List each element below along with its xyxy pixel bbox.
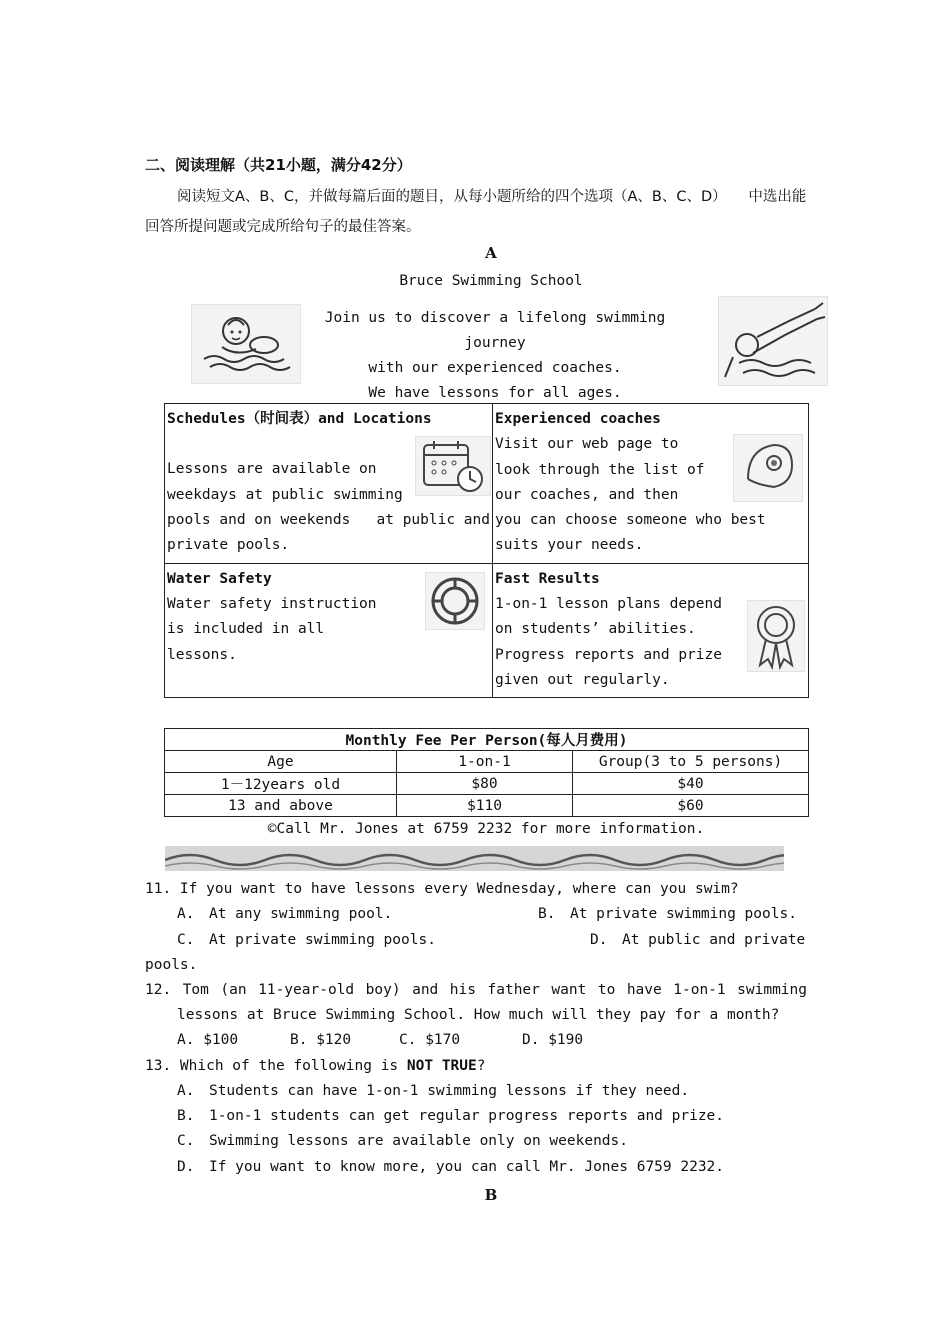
fee-header-age: Age <box>165 751 397 773</box>
diver-icon <box>718 296 828 386</box>
section-instructions: 阅读短文A、B、C，并做每篇后面的题目，从每小题所给的四个选项（A、B、C、D） 中选出能回答所提问题或完成所给句子的最佳答案。 <box>145 189 807 235</box>
coaches-box <box>493 404 809 564</box>
medal-ribbon-icon <box>747 600 805 672</box>
question-11-option-d-cont: pools. <box>145 957 198 973</box>
water-safety-title: Water Safety <box>167 570 272 587</box>
water-safety-box <box>165 563 493 697</box>
schedules-line-4: private pools. <box>167 537 290 554</box>
question-13-option-a: A. Students can have 1-on-1 swimming lessons if they need. <box>177 1083 690 1099</box>
schedules-line-3b: at public and <box>376 511 490 528</box>
slogan-line-3: We have lessons for all ages. <box>368 385 622 401</box>
passage-label-a: A <box>485 244 497 262</box>
schedules-title: Schedules（时间表）and Locations <box>167 411 432 427</box>
question-13-option-b: B. 1-on-1 students can get regular progress reports and prize. <box>177 1108 725 1124</box>
table-cell: $40 <box>573 773 809 795</box>
coaches-line-1: Visit our web page to <box>495 436 679 453</box>
schedules-line-3: pools and on weekends <box>167 511 351 528</box>
schedules-line-2: weekdays at public swimming <box>167 486 403 503</box>
coaches-line-4: you can choose someone who best <box>495 512 766 529</box>
question-11-option-a: A. At any swimming pool. <box>177 906 393 922</box>
question-11-option-c: C. At private swimming pools. <box>177 932 436 948</box>
table-cell: 1－12years old <box>165 773 397 795</box>
question-12-option-d: D. $190 <box>522 1032 584 1048</box>
table-row <box>165 795 809 817</box>
life-ring-icon <box>425 572 485 630</box>
question-11-option-b: B. At private swimming pools. <box>538 906 797 922</box>
table-cell: 13 and above <box>165 795 397 817</box>
fast-results-line-1: 1-on-1 lesson plans depend <box>495 596 722 613</box>
table-row <box>165 773 809 795</box>
section-title: 二、阅读理解（共21小题，满分42分） <box>145 156 412 174</box>
question-13-option-d: D. If you want to know more, you can call Mr. Jones 6759 2232. <box>177 1159 725 1175</box>
table-cell: $60 <box>573 795 809 817</box>
question-11-option-d: D. At public and private <box>590 932 806 948</box>
coaches-line-5: suits your needs. <box>495 537 644 554</box>
table-cell: $80 <box>397 773 573 795</box>
question-13-option-c: C. Swimming lessons are available only on weekends. <box>177 1133 628 1149</box>
passage-label-b: B <box>484 1186 498 1204</box>
slogan <box>300 306 690 406</box>
schedules-line-1: Lessons are available on <box>167 461 377 478</box>
fast-results-line-3: Progress reports and prize <box>495 646 722 663</box>
question-13-stem-pre: 13. Which of the following is <box>145 1058 407 1074</box>
question-11-stem: 11. If you want to have lessons every Wednesday, where can you swim? <box>145 881 739 897</box>
fee-header-1on1: 1-on-1 <box>397 751 573 773</box>
water-safety-line-2: is included in all <box>167 621 325 638</box>
fast-results-box <box>493 563 809 697</box>
fast-results-line-4: given out regularly. <box>495 671 670 688</box>
question-12-stem-line-1: 12. Tom (an 11-year-old boy) and his father want to have 1-on-1 swimming <box>145 982 807 998</box>
swimming-cap-icon <box>733 434 803 502</box>
water-safety-line-3: lessons. <box>167 646 237 663</box>
coaches-line-2: look through the list of <box>495 461 705 478</box>
question-12-option-c: C. $170 <box>399 1032 461 1048</box>
water-safety-line-1: Water safety instruction <box>167 596 377 613</box>
question-12-option-a: A. $100 <box>177 1032 239 1048</box>
child-swimmer-icon <box>191 304 301 384</box>
question-13-stem-emphasis: NOT TRUE <box>406 1058 477 1074</box>
table-cell: $110 <box>397 795 573 817</box>
fast-results-line-2: on students’ abilities. <box>495 621 696 638</box>
question-12-stem-line-2: lessons at Bruce Swimming School. How much will they pay for a month? <box>177 1007 780 1023</box>
slogan-line-2: with our experienced coaches. <box>368 360 622 376</box>
question-13-stem-post: ? <box>476 1058 486 1074</box>
calendar-clock-icon <box>415 436 491 496</box>
school-name: Bruce Swimming School <box>399 273 583 289</box>
fast-results-title: Fast Results <box>495 570 600 587</box>
slogan-line-1: Join us to discover a lifelong swimming journey <box>324 310 666 351</box>
fee-header-group: Group(3 to 5 persons) <box>573 751 809 773</box>
schedules-box <box>165 404 493 564</box>
coaches-title: Experienced coaches <box>495 411 661 427</box>
info-grid <box>164 403 809 698</box>
question-13-stem <box>145 1054 485 1079</box>
question-12-option-b: B. $120 <box>290 1032 352 1048</box>
fee-table-caption: Monthly Fee Per Person(每人月费用) <box>165 729 809 751</box>
fee-table <box>164 728 809 817</box>
call-note: ©Call Mr. Jones at 6759 2232 for more information. <box>267 821 705 837</box>
wave-divider <box>165 846 784 871</box>
coaches-line-3: our coaches, and then <box>495 486 679 503</box>
table-row <box>165 751 809 773</box>
